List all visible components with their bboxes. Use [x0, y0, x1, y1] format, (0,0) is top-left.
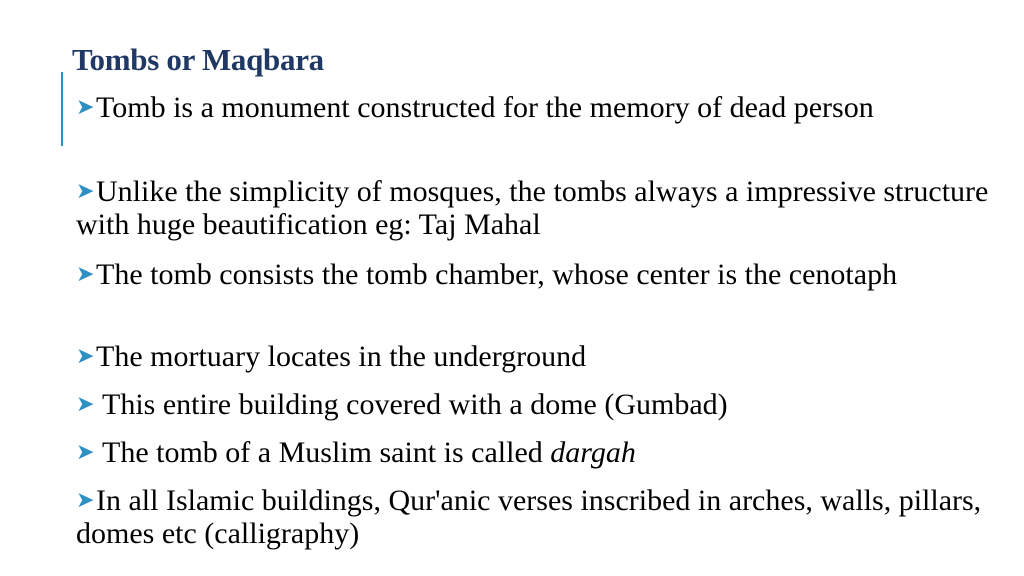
bullet-item [76, 387, 728, 421]
bullet-text: Unlike the simplicity of mosques, the tombs always a impressive structure with huge beautification eg: Taj Mahal [76, 175, 989, 241]
bullet-emphasis: dargah [550, 436, 636, 469]
arrow-bullet-icon: ➤ [76, 94, 95, 119]
bullet-text: The mortuary locates in the underground [96, 340, 587, 373]
arrow-bullet-icon: ➤ [76, 391, 95, 416]
bullet-item [76, 257, 897, 291]
bullet-text: In all Islamic buildings, Qur'anic verses inscribed in arches, walls, pillars, domes etc (calligraphy) [76, 484, 982, 550]
title-accent-bar [61, 72, 63, 146]
arrow-bullet-icon: ➤ [76, 343, 95, 368]
bullet-item [76, 435, 636, 469]
slide-title: Tombs or Maqbara [72, 42, 324, 77]
bullet-text: Tomb is a monument constructed for the memory of dead person [96, 91, 874, 124]
bullet-text: This entire building covered with a dome (Gumbad) [102, 388, 728, 421]
arrow-bullet-icon: ➤ [76, 261, 95, 286]
bullet-item [76, 483, 996, 550]
bullet-item [76, 339, 586, 373]
bullet-text: The tomb consists the tomb chamber, whose center is the cenotaph [96, 258, 898, 291]
bullet-item [76, 174, 996, 241]
bullet-text: The tomb of a Muslim saint is called [102, 436, 551, 469]
arrow-bullet-icon: ➤ [76, 178, 95, 203]
arrow-bullet-icon: ➤ [76, 439, 95, 464]
bullet-item [76, 90, 874, 124]
arrow-bullet-icon: ➤ [76, 487, 95, 512]
